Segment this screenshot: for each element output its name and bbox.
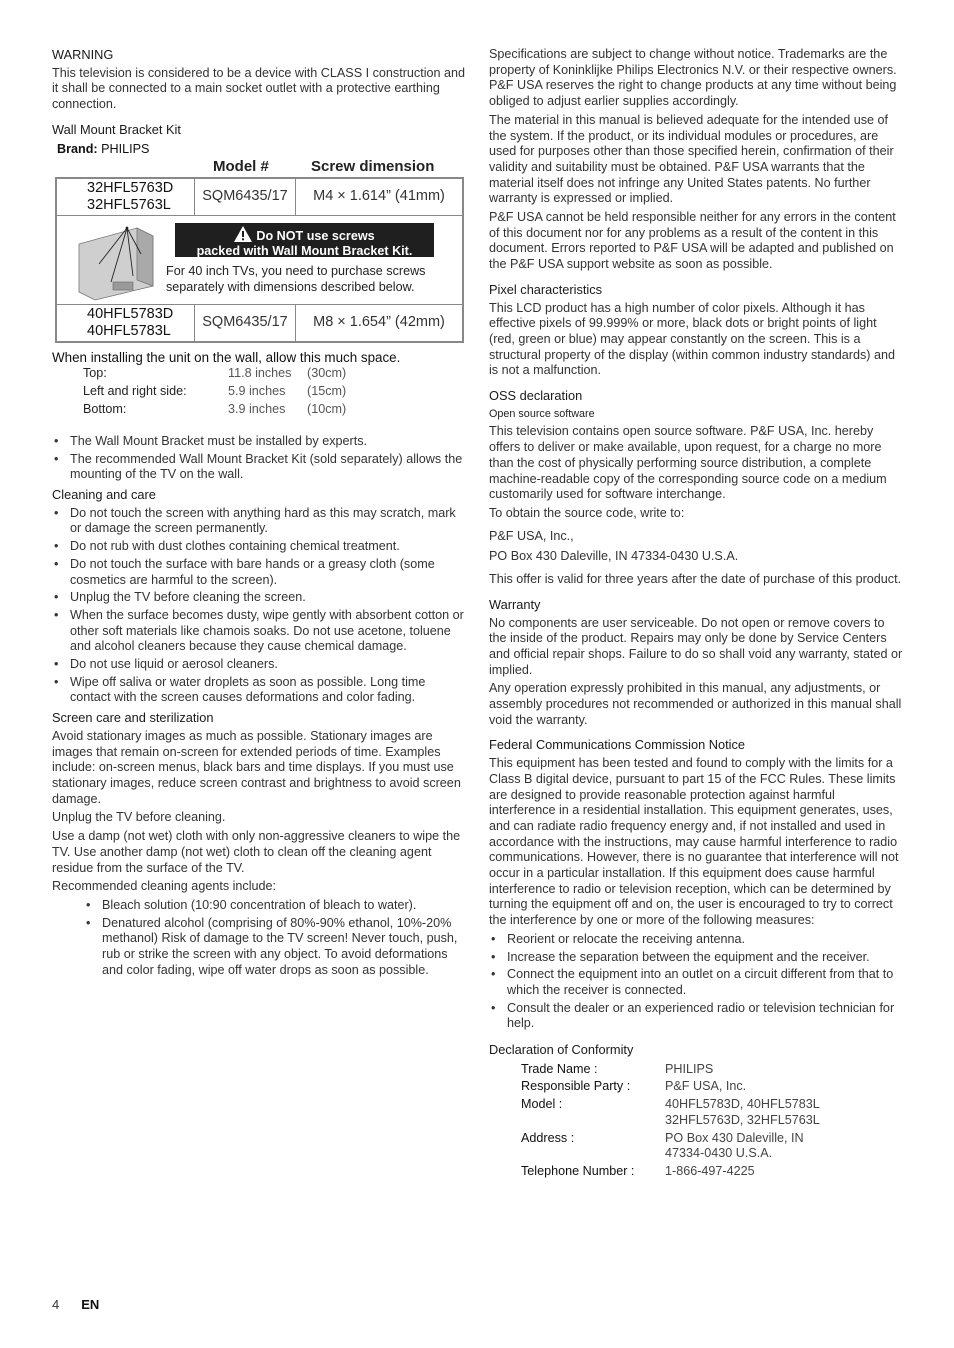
model-number: 40HFL5783L (87, 322, 171, 339)
cleaning-agents-list (84, 898, 466, 979)
space-metric: (15cm) (307, 383, 347, 398)
space-table (83, 366, 346, 420)
screen-care-text: Use a damp (not wet) cloth with only non-aggressive cleaners to wipe the TV. Use another damp (not wet) cloth to clean off the cleaning agent residue from the surface of the TV. (52, 829, 461, 875)
space-label: Bottom: (83, 401, 127, 416)
space-value: 5.9 inches (228, 383, 286, 398)
conformity-label: Trade Name : (521, 1061, 598, 1076)
fcc-text: This equipment has been tested and found to comply with the limits for a Class B digital device, pursuant to part 15 of the FCC Rules. These limits are designed to provide reasonable protection against harmful interference in a residential installation. This equipment generates, uses, and can radiate radio frequency energy and, if not installed and used in accordance with the instructions, may cause harmful interference to radio communications. However, there is no guarantee that interference will not occur in a particular installation. If this equipment does cause harmful interference to radio or television reception, which can be determined by turning the equipment off and on, the user is encouraged to try to correct the interference by one or more of the following measures: (489, 756, 899, 928)
conformity-value: PO Box 430 Daleville, IN 47334-0430 U.S.A. (665, 1130, 804, 1161)
screen-care-text: Avoid stationary images as much as possible. Stationary images are images that remain on-screen for extended periods of time. Examples include: on-screen menus, black bars and time displays. If you must use stationary images, reduce screen contrast and brightness to avoid screen damage. (52, 728, 461, 806)
list-item: • Increase the separation between the equipment and the receiver. (489, 950, 903, 966)
model-number: 32HFL5763L (87, 196, 171, 213)
warning-note: For 40 inch TVs, you need to purchase screws separately with dimensions described below. (166, 264, 426, 295)
list-item: • Connect the equipment into an outlet on a circuit different from that to which the receiver is connected. (489, 967, 903, 998)
spec-text: P&F USA cannot be held responsible neither for any errors in the content of this document nor for any problems as a result of the content in this document. Errors reported to P&F USA will be adapted and published on the P&F USA support website as soon as possible. (489, 210, 896, 272)
col-model-header: Model # (213, 158, 269, 176)
col-screw-header: Screw dimension (311, 158, 435, 176)
list-item: • Do not rub with dust clothes containing chemical treatment. (52, 539, 466, 555)
screw-cell: M8 × 1.654” (42mm) (313, 314, 445, 331)
brand-label: Brand: (57, 141, 98, 156)
list-item: • Unplug the TV before cleaning the screen. (52, 590, 466, 606)
conformity-value: PHILIPS (665, 1061, 714, 1076)
list-item: • Do not use liquid or aerosol cleaners. (52, 657, 466, 673)
pixel-heading: Pixel characteristics (489, 281, 603, 297)
conformity-label: Address : (521, 1130, 575, 1145)
oss-address: PO Box 430 Daleville, IN 47334-0430 U.S.A. (489, 549, 739, 564)
screen-care-heading: Screen care and sterilization (52, 710, 214, 726)
space-intro: When installing the unit on the wall, allow this much space. (52, 350, 401, 366)
spec-text: The material in this manual is believed adequate for the intended use of the system. If the product, or its individual modules or procedures, are used for purposes other than those specified herein, confirmation of their validity and suitability must be obtained. P&F USA warrants that the material itself does not infringe any United States patents. No further warranty is expressed or implied. (489, 112, 894, 206)
screw-warning-row (57, 216, 462, 305)
language-code: EN (81, 1297, 100, 1312)
list-item: • The recommended Wall Mount Bracket Kit (sold separately) allows the mounting of the TV on the wall. (52, 452, 466, 483)
oss-text: To obtain the source code, write to: (489, 505, 685, 520)
space-value: 3.9 inches (228, 401, 286, 416)
oss-address-name: P&F USA, Inc., (489, 528, 574, 543)
table-row (521, 1164, 820, 1182)
warning-heading: WARNING (52, 47, 114, 62)
conformity-label: Responsible Party : (521, 1079, 631, 1094)
screw-cell: M4 × 1.614” (41mm) (313, 188, 445, 205)
model-cell (57, 305, 195, 341)
conformity-table (521, 1062, 820, 1182)
table-row (521, 1131, 820, 1164)
kit-cell: SQM6435/17 (195, 179, 296, 215)
warning-triangle-icon (234, 226, 252, 242)
space-metric: (10cm) (307, 401, 347, 416)
space-metric: (30cm) (307, 365, 347, 380)
space-label: Top: (83, 365, 107, 380)
warning-text: This television is considered to be a device with CLASS I construction and it shall be connected to a main socket outlet with a protective earthing connection. (52, 65, 466, 112)
pixel-text: This LCD product has a high number of color pixels. Although it has effective pixels of 99.999% or more, black dots or bright points of light (red, green or blue) may appear constantly on the screen. This is a structural property of the display (within common industry standards) and is not a malfunction. (489, 300, 895, 378)
model-cell (57, 179, 195, 215)
bracket-notes-list (52, 434, 466, 483)
right-column (489, 47, 903, 1182)
list-item: • When the surface becomes dusty, wipe gently with absorbent cotton or other soft materials like chamois soaks. Do not use acetone, toluene and alcohol cleaners because they cause chemical damage. (52, 608, 466, 655)
warning-line-1: Do NOT use screws (256, 229, 375, 244)
space-value: 11.8 inches (228, 365, 292, 380)
screen-care-text: Unplug the TV before cleaning. (52, 810, 226, 825)
conformity-value: P&F USA, Inc. (665, 1079, 747, 1094)
table-row (521, 1062, 820, 1080)
table-row (83, 384, 346, 402)
left-column (52, 47, 466, 982)
conformity-heading: Declaration of Conformity (489, 1042, 634, 1058)
cleaning-heading: Cleaning and care (52, 487, 156, 503)
list-item: • Reorient or relocate the receiving antenna. (489, 932, 903, 948)
list-item: • Do not touch the surface with bare hands or a greasy cloth (some cosmetics are harmful to the screen). (52, 557, 466, 588)
spec-text: Specifications are subject to change without notice. Trademarks are the property of Koninklijke Philips Electronics N.V. or their respective owners. P&F USA reserves the right to change products at any time without being obliged to adjust earlier supplies accordingly. (489, 47, 897, 109)
list-item: • Denatured alcohol (comprising of 80%-90% ethanol, 10%-20% methanol) Risk of damage to the TV screen! Never touch, push, rub or strike the screen with any object. To avoid deformations and color fading, wipe off water drops as soon as possible. (84, 916, 466, 979)
brand-value: PHILIPS (101, 141, 150, 156)
table-row (57, 179, 462, 216)
bracket-heading: Wall Mount Bracket Kit (52, 121, 181, 137)
space-label: Left and right side: (83, 383, 187, 398)
bracket-table-header (52, 159, 466, 177)
list-item: • Consult the dealer or an experienced radio or television technician for help. (489, 1001, 903, 1032)
list-item: • Bleach solution (10:90 concentration of bleach to water). (84, 898, 466, 914)
fcc-measures-list (489, 932, 903, 1032)
list-item: • The Wall Mount Bracket must be installed by experts. (52, 434, 466, 450)
screen-care-text: Recommended cleaning agents include: (52, 879, 277, 894)
oss-heading: OSS declaration (489, 388, 583, 404)
conformity-value: 40HFL5783D, 40HFL5783L 32HFL5763D, 32HFL5763L (665, 1097, 820, 1127)
conformity-label: Model : (521, 1097, 563, 1112)
table-row (57, 305, 462, 341)
model-number: 32HFL5763D (87, 180, 174, 197)
conformity-label: Telephone Number : (521, 1164, 635, 1178)
cleaning-list (52, 506, 466, 706)
table-row (83, 402, 346, 420)
table-row (521, 1079, 820, 1097)
oss-text: This offer is valid for three years after the date of purchase of this product. (489, 572, 902, 587)
warranty-text: No components are user serviceable. Do not open or remove covers to the inside of the product. Repairs may only be done by Service Centers and official repair shops. Failure to do so shall void any warranty, stated or implied. (489, 615, 903, 677)
list-item: • Do not touch the screen with anything hard as this may scratch, mark or damage the screen permanently. (52, 506, 466, 537)
oss-subheading: Open source software (489, 407, 595, 420)
brand-line (57, 142, 466, 158)
page-number: 4 (52, 1297, 60, 1312)
warranty-text: Any operation expressly prohibited in this manual, any adjustments, or assembly procedures not recommended or authorized in this manual shall void the warranty. (489, 681, 902, 727)
conformity-value: 1-866-497-4225 (665, 1164, 755, 1178)
tv-wall-mount-illustration (75, 224, 161, 302)
warranty-heading: Warranty (489, 596, 541, 612)
table-row (83, 366, 346, 384)
list-item: • Wipe off saliva or water droplets as soon as possible. Long time contact with the screen causes deformations and color fading. (52, 675, 466, 706)
model-number: 40HFL5783D (87, 306, 174, 323)
oss-text: This television contains open source software. P&F USA, Inc. hereby offers to deliver or make available, upon request, for a charge no more than the cost of physically performing source distribution, a complete machine-readable copy of the corresponding source code on a medium customarily used for software interchange. (489, 424, 887, 502)
warning-line-2: packed with Wall Mount Bracket Kit. (196, 243, 413, 258)
page-footer (52, 1297, 99, 1313)
warning-callout (175, 223, 434, 257)
table-row (521, 1097, 820, 1130)
bracket-table (55, 177, 464, 343)
kit-cell: SQM6435/17 (195, 305, 296, 341)
fcc-heading: Federal Communications Commission Notice (489, 737, 746, 753)
